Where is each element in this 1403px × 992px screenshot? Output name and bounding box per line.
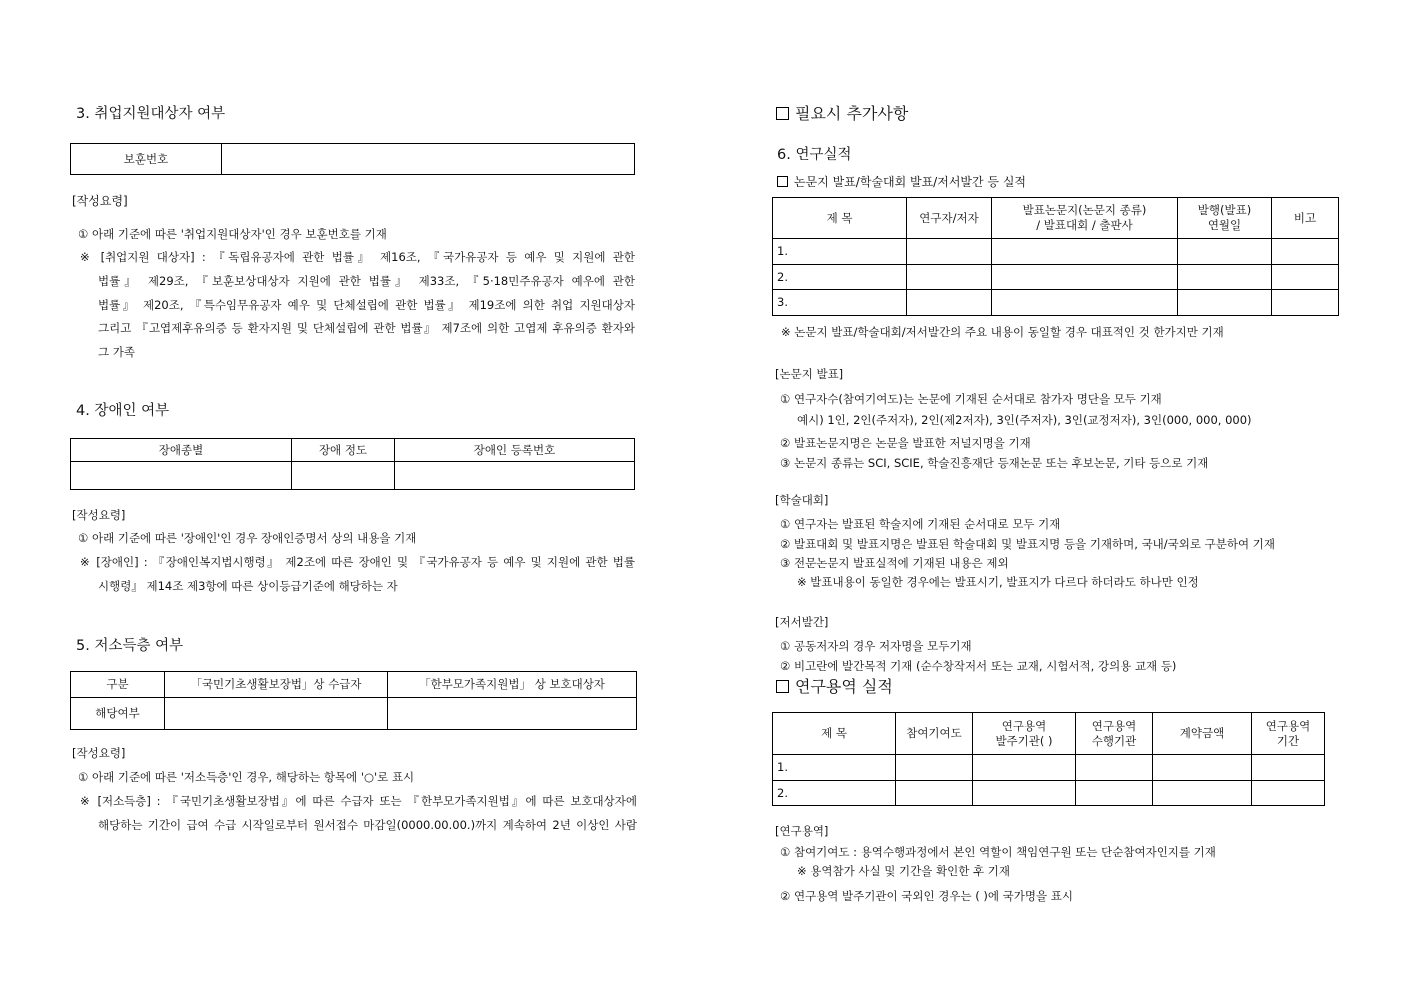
guide-note: 법률』 제20조, 『특수임무유공자 예우 및 단체설립에 관한 법률』 제19조에 의한 취업 지원대상자 — [98, 298, 635, 312]
guide-item: ① 연구자수(참여기여도)는 논문에 기재된 순서대로 참가자 명단을 모두 기재 — [780, 392, 1162, 406]
header-cell: 장애종별 — [71, 439, 292, 462]
veteran-number-cell[interactable] — [222, 144, 635, 175]
header-cell: 연구용역 수행기관 — [1076, 713, 1153, 755]
row-number[interactable]: 1. — [773, 755, 896, 781]
guide-item: ② 비고란에 발간목적 기재 (순수창작저서 또는 교재, 시험서적, 강의용 교재 등) — [780, 659, 1177, 673]
header-cell: 장애 정도 — [292, 439, 395, 462]
header-cell: 참여기여도 — [896, 713, 973, 755]
additional-header — [776, 103, 908, 125]
input-cell[interactable] — [907, 290, 992, 316]
guide-item: ① 아래 기준에 따른 '장애인'인 경우 장애인증명서 상의 내용을 기재 — [78, 531, 417, 545]
guide-item: ② 발표논문지명은 논문을 발표한 저널지명을 기재 — [780, 436, 1031, 450]
guide-item: ③ 전문논문지 발표실적에 기재된 내용은 제외 — [780, 556, 1009, 570]
guide-item: ② 발표대회 및 발표지명은 발표된 학술대회 및 발표지명 등을 기재하며, 국내/국외로 구분하여 기재 — [780, 537, 1275, 551]
input-cell[interactable] — [395, 462, 635, 490]
input-cell[interactable] — [1178, 290, 1272, 316]
input-cell[interactable] — [1076, 781, 1153, 806]
header-cell: 발표논문지(논문지 종류) / 발표대회 / 출판사 — [992, 198, 1178, 239]
header-cell: 발행(발표) 연월일 — [1178, 198, 1272, 239]
guide-item: ※ 발표내용이 동일한 경우에는 발표시기, 발표지가 다르다 하더라도 하나만 인정 — [797, 575, 1199, 589]
header-cell: 구분 — [71, 672, 165, 698]
input-cell[interactable] — [165, 698, 388, 730]
guide-note: 그리고 『고엽제후유의증 등 환자지원 및 단체설립에 관한 법률』 제7조에 의한 고엽제 후유의증 환자와 — [98, 321, 635, 335]
input-cell[interactable] — [1153, 755, 1252, 781]
guide-note: 법률』 제29조, 『보훈보상대상자 지원에 관한 법률』 제33조, 『5·18민주유공자 예우에 관한 — [98, 274, 635, 288]
guide-item: ① 참여기여도 : 용역수행과정에서 본인 역할이 책임연구원 또는 단순참여자인지를 기재 — [780, 845, 1216, 859]
guide-title: [연구용역] — [775, 824, 829, 838]
input-cell[interactable] — [1252, 755, 1325, 781]
row-number[interactable]: 2. — [773, 265, 907, 290]
service-table — [772, 712, 1325, 806]
guide-item: ② 연구용역 발주기관이 국외인 경우는 ( )에 국가명을 표시 — [780, 889, 1073, 903]
input-cell[interactable] — [1272, 290, 1339, 316]
input-cell[interactable] — [1153, 781, 1252, 806]
header-cell: 「한부모가족지원법」 상 보호대상자 — [388, 672, 637, 698]
input-cell[interactable] — [896, 755, 973, 781]
row-number[interactable]: 2. — [773, 781, 896, 806]
guide-note: 해당하는 기간이 급여 수급 시작일로부터 원서접수 마감일(0000.00.00.)까지 계속하여 2년 이상인 사람 — [98, 818, 637, 832]
table-note: ※ 논문지 발표/학술대회/저서발간의 주요 내용이 동일할 경우 대표적인 것 한가지만 기재 — [781, 325, 1224, 339]
low-income-table — [70, 671, 637, 730]
guide-item: ③ 논문지 종류는 SCI, SCIE, 학술진흥재단 등재논문 또는 후보논문, 기타 등으로 기재 — [780, 456, 1209, 470]
section-title — [776, 676, 893, 698]
guide-item: ① 아래 기준에 따른 '저소득층'인 경우, 해당하는 항목에 '○'로 표시 — [78, 770, 415, 784]
section-title: 4. 장애인 여부 — [76, 403, 170, 419]
input-cell[interactable] — [973, 755, 1076, 781]
guide-item: 예시) 1인, 2인(주저자), 2인(제2저자), 3인(주저자), 3인(교정저자), 3인(000, 000, 000) — [797, 413, 1252, 427]
input-cell[interactable] — [71, 462, 292, 490]
input-cell[interactable] — [292, 462, 395, 490]
header-cell: 연구용역 발주기관( ) — [973, 713, 1076, 755]
veteran-number-table — [70, 143, 635, 175]
header-cell: 「국민기초생활보장법」상 수급자 — [165, 672, 388, 698]
guide-item: ※ 용역참가 사실 및 기간을 확인한 후 기재 — [797, 864, 1010, 878]
section-title: 5. 저소득층 여부 — [76, 638, 184, 654]
input-cell[interactable] — [907, 239, 992, 265]
input-cell[interactable] — [1178, 265, 1272, 290]
guide-title: [작성요령] — [72, 194, 128, 208]
veteran-number-label: 보훈번호 — [71, 144, 222, 175]
research-table — [772, 197, 1339, 316]
input-cell[interactable] — [992, 290, 1178, 316]
guide-title: [저서발간] — [775, 615, 829, 629]
input-cell[interactable] — [973, 781, 1076, 806]
section-label: 연구용역 실적 — [795, 677, 893, 696]
guide-item: ① 연구자는 발표된 학술지에 기재된 순서대로 모두 기재 — [780, 517, 1061, 531]
input-cell[interactable] — [896, 781, 973, 806]
input-cell[interactable] — [388, 698, 637, 730]
input-cell[interactable] — [1272, 265, 1339, 290]
guide-title: [논문지 발표] — [775, 367, 844, 381]
input-cell[interactable] — [907, 265, 992, 290]
checkbox-icon — [776, 107, 789, 120]
row-number[interactable]: 1. — [773, 239, 907, 265]
input-cell[interactable] — [1272, 239, 1339, 265]
guide-note: 시행령』 제14조 제3항에 따른 상이등급기준에 해당하는 자 — [98, 579, 398, 593]
header-cell: 제 목 — [773, 198, 907, 239]
section-title: 6. 연구실적 — [777, 147, 852, 163]
input-cell[interactable] — [992, 265, 1178, 290]
row-number[interactable]: 3. — [773, 290, 907, 316]
guide-note: ※ [취업지원 대상자] : 『독립유공자에 관한 법률』 제16조, 『국가유공자 등 예우 및 지원에 관한 — [80, 250, 635, 264]
section-title: 3. 취업지원대상자 여부 — [76, 106, 226, 122]
row-label: 해당여부 — [71, 698, 165, 730]
header-cell: 계약금액 — [1153, 713, 1252, 755]
additional-header-label: 필요시 추가사항 — [795, 104, 909, 123]
input-cell[interactable] — [992, 239, 1178, 265]
input-cell[interactable] — [1252, 781, 1325, 806]
guide-note: 그 가족 — [98, 345, 135, 359]
input-cell[interactable] — [1076, 755, 1153, 781]
input-cell[interactable] — [1178, 239, 1272, 265]
guide-note: ※ [저소득층] : 『국민기초생활보장법』에 따른 수급자 또는 『한부모가족지원법』에 따른 보호대상자에 — [80, 794, 637, 808]
guide-item: ① 아래 기준에 따른 '취업지원대상자'인 경우 보훈번호를 기재 — [78, 227, 387, 241]
guide-note: ※ [장애인] : 『장애인복지법시행령』 제2조에 따른 장애인 및 『국가유공자 등 예우 및 지원에 관한 법률 — [80, 555, 635, 569]
disability-table — [70, 438, 635, 490]
subsection-title — [777, 174, 1026, 190]
subsection-label: 논문지 발표/학술대회 발표/저서발간 등 실적 — [794, 175, 1027, 189]
header-cell: 비고 — [1272, 198, 1339, 239]
guide-title: [작성요령] — [72, 746, 126, 760]
guide-item: ① 공동저자의 경우 저자명을 모두기재 — [780, 639, 972, 653]
header-cell: 연구자/저자 — [907, 198, 992, 239]
header-cell: 연구용역 기간 — [1252, 713, 1325, 755]
checkbox-icon — [776, 680, 789, 693]
checkbox-icon — [777, 176, 788, 187]
header-cell: 제 목 — [773, 713, 896, 755]
guide-title: [학술대회] — [775, 493, 829, 507]
guide-title: [작성요령] — [72, 508, 126, 522]
header-cell: 장애인 등록번호 — [395, 439, 635, 462]
